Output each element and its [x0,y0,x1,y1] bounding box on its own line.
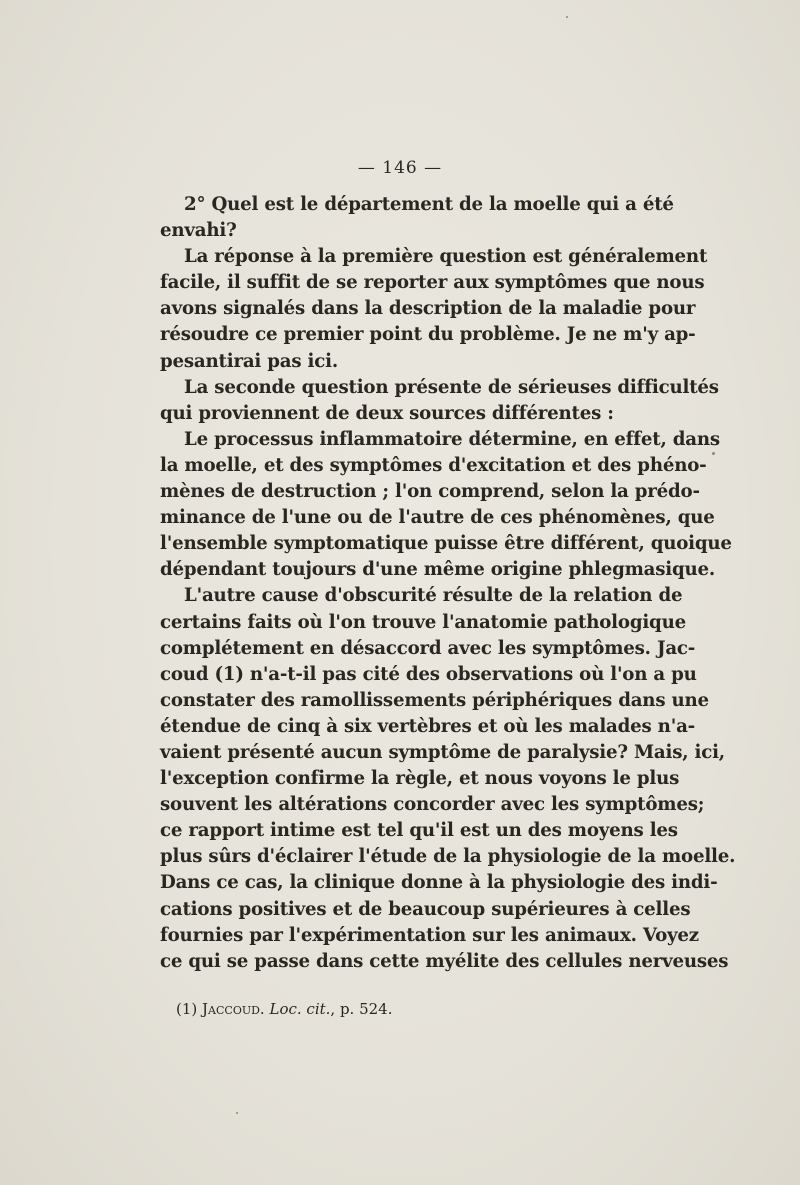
text-line: facile, il suffit de se reporter aux symptômes que nous [160,272,705,294]
paper-speck [712,452,715,455]
text-line: mènes de destruction ; l'on comprend, selon la prédo- [160,481,700,503]
text-line: plus sûrs d'éclairer l'étude de la physiologie de la moelle. [160,846,736,868]
text-line: ce rapport intime est tel qu'il est un des moyens les [160,820,678,842]
text-line: la moelle, et des symptômes d'excitation et des phéno- [160,454,707,476]
text-line: qui proviennent de deux sources différentes : [160,402,614,424]
text-line: résoudre ce premier point du problème. Je ne m'y ap- [160,324,696,346]
text-line: complétement en désaccord avec les symptômes. Jac- [160,637,696,659]
paper-speck [236,1112,238,1114]
text-line: l'ensemble symptomatique puisse être différent, quoique [160,533,732,555]
text-line: fournies par l'expérimentation sur les animaux. Voyez [160,924,699,946]
text-line: ce qui se passe dans cette myélite des cellules nerveuses [160,950,729,972]
footnote [176,1000,393,1018]
paper-speck [566,16,568,18]
text-line: Le processus inflammatoire détermine, en effet, dans [184,428,720,450]
text-line: 2° Quel est le département de la moelle qui a été [184,194,674,215]
text-line: L'autre cause d'obscurité résulte de la relation de [184,585,683,607]
text-line: minance de l'une ou de l'autre de ces phénomènes, que [160,507,715,529]
text-line: pesantirai pas ici. [160,350,338,372]
text-line: étendue de cinq à six vertèbres et où les malades n'a- [160,715,696,737]
text-line: cations positives et de beaucoup supérieures à celles [160,898,691,920]
text-line: l'exception confirme la règle, et nous voyons le plus [160,768,680,790]
text-line: vaient présenté aucun symptôme de paralysie? Mais, ici, [160,741,725,763]
text-line: constater des ramollissements périphériques dans une [160,689,709,711]
text-line: certains faits où l'on trouve l'anatomie pathologique [160,611,686,633]
footnote-page: , p. 524. [330,1000,393,1018]
footnote-marker: (1) [176,1000,198,1018]
text-line: dépendant toujours d'une même origine phlegmasique. [160,559,716,581]
text-line: La seconde question présente de sérieuses difficultés [184,376,719,398]
text-line: envahi? [160,220,237,242]
text-line: avons signalés dans la description de la maladie pour [160,298,696,320]
text-line: La réponse à la première question est généralement [184,246,708,268]
footnote-author: Jaccoud. [202,1000,265,1018]
body-text [160,192,736,975]
text-line: souvent les altérations concorder avec les symptômes; [160,794,705,816]
page-number: — 146 — [357,158,443,178]
text-line: Dans ce cas, la clinique donne à la physiologie des indi- [160,872,718,894]
text-line: coud (1) n'a-t-il pas cité des observations où l'on a pu [160,663,697,685]
footnote-reference: Loc. cit. [269,1000,331,1018]
